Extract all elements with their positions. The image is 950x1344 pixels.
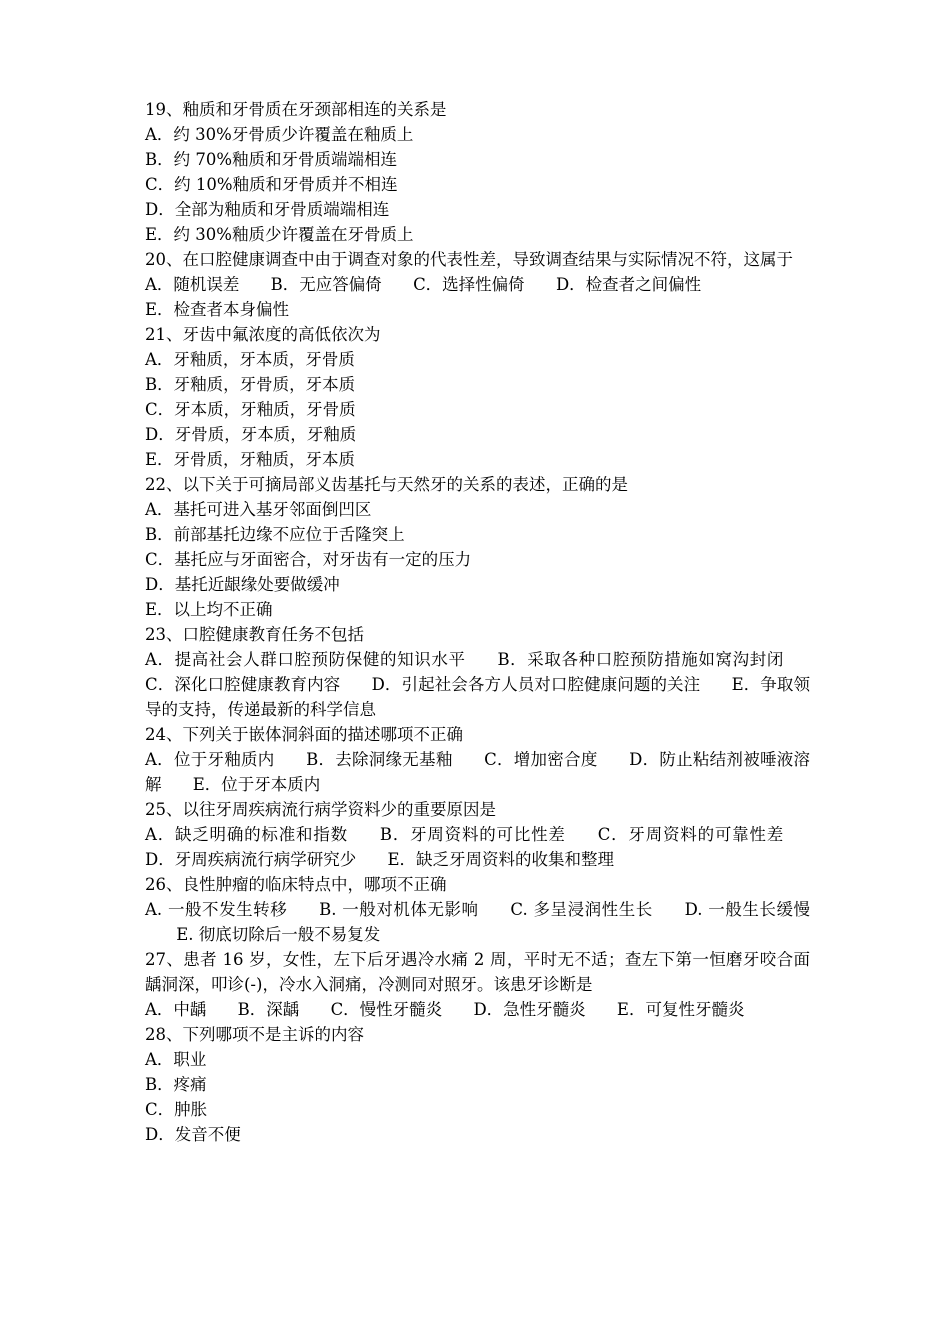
option-d: D．牙周疾病流行病学研究少	[145, 850, 357, 869]
option-d: D．发音不便	[145, 1125, 241, 1144]
question-22	[145, 472, 810, 622]
option-a: A．职业	[145, 1050, 207, 1069]
question-21	[145, 322, 810, 472]
question-stem: 27、患者 16 岁，女性，左下后牙遇冷水痛 2 周，平时无不适；查左下第一恒磨牙咬合面龋洞深，叩诊(-)，冷水入洞痛，冷测同对照牙。该患牙诊断是	[145, 950, 810, 994]
option-e: E．可复性牙髓炎	[616, 1000, 745, 1019]
option-row	[145, 272, 810, 297]
option-a: A．牙釉质，牙本质，牙骨质	[145, 350, 355, 369]
option-b: B．前部基托边缘不应位于舌隆突上	[145, 525, 405, 544]
question-stem: 25、以往牙周疾病流行病学资料少的重要原因是	[145, 800, 496, 819]
question-stem: 23、口腔健康教育任务不包括	[145, 625, 364, 644]
option-d: D．防止粘结剂被唾液溶解	[145, 750, 810, 794]
question-27	[145, 947, 810, 1022]
question-stem: 22、以下关于可摘局部义齿基托与天然牙的关系的表述，正确的是	[145, 475, 628, 494]
option-c: C．慢性牙髓炎	[330, 1000, 443, 1019]
option-e: E．争取领导的支持，传递最新的科学信息	[145, 675, 811, 719]
option-e: E．牙骨质，牙釉质，牙本质	[145, 450, 356, 469]
question-26	[145, 872, 810, 947]
option-a: A．提高社会人群口腔预防保健的知识水平	[145, 650, 466, 669]
option-d: D．基托近龈缘处要做缓冲	[145, 575, 340, 594]
option-b: B．牙釉质，牙骨质，牙本质	[145, 375, 356, 394]
option-a: A．中龋	[145, 1000, 207, 1019]
option-e: E．约 30%釉质少许覆盖在牙骨质上	[145, 225, 414, 244]
option-c: C．增加密合度	[484, 750, 598, 769]
option-a: A．基托可进入基牙邻面倒凹区	[145, 500, 372, 519]
option-b: B. 一般对机体无影响	[319, 900, 479, 919]
question-20	[145, 247, 810, 322]
option-c: C．基托应与牙面密合，对牙齿有一定的压力	[145, 550, 472, 569]
option-d: D．引起社会各方人员对口腔健康问题的关注	[371, 675, 701, 694]
option-c: C．选择性偏倚	[413, 275, 525, 294]
option-b: B．采取各种口腔预防措施如窝沟封闭	[497, 650, 784, 669]
option-b: B．去除洞缘无基釉	[306, 750, 453, 769]
option-c: C．深化口腔健康教育内容	[145, 675, 341, 694]
option-e: E. 彻底切除后一般不易复发	[176, 925, 381, 944]
option-c: C．牙周资料的可靠性差	[597, 825, 785, 844]
option-c: C．牙本质，牙釉质，牙骨质	[145, 400, 356, 419]
option-a: A．位于牙釉质内	[145, 750, 275, 769]
option-e: E．缺乏牙周资料的收集和整理	[387, 850, 615, 869]
option-d: D．急性牙髓炎	[473, 1000, 586, 1019]
option-a: A．约 30%牙骨质少许覆盖在釉质上	[145, 125, 414, 144]
option-d: D．全部为釉质和牙骨质端端相连	[145, 200, 390, 219]
question-stem: 21、牙齿中氟浓度的高低依次为	[145, 325, 381, 344]
option-b: B．深龋	[237, 1000, 300, 1019]
question-stem: 26、良性肿瘤的临床特点中，哪项不正确	[145, 875, 447, 894]
option-row	[145, 997, 810, 1022]
question-stem: 28、下列哪项不是主诉的内容	[145, 1025, 364, 1044]
option-c: C. 多呈浸润性生长	[510, 900, 653, 919]
option-a: A．缺乏明确的标准和指数	[145, 825, 348, 844]
option-d: D．牙骨质，牙本质，牙釉质	[145, 425, 357, 444]
question-stem: 24、下列关于嵌体洞斜面的描述哪项不正确	[145, 725, 463, 744]
option-row	[145, 747, 810, 797]
option-e: E．位于牙本质内	[192, 775, 321, 794]
option-d: D. 一般生长缓慢	[684, 900, 810, 919]
document-page	[145, 97, 810, 1147]
question-23	[145, 622, 810, 722]
option-a: A．随机误差	[145, 275, 240, 294]
option-b: B．约 70%釉质和牙骨质端端相连	[145, 150, 398, 169]
question-25	[145, 797, 810, 872]
option-c: C．肿胀	[145, 1100, 208, 1119]
option-e: E．检查者本身偏性	[145, 300, 290, 319]
option-a: A. 一般不发生转移	[145, 900, 288, 919]
question-19	[145, 97, 810, 247]
option-row	[145, 647, 810, 722]
option-row	[145, 897, 810, 947]
question-stem: 19、釉质和牙骨质在牙颈部相连的关系是	[145, 100, 447, 119]
question-24	[145, 722, 810, 797]
option-row	[145, 822, 810, 872]
question-28	[145, 1022, 810, 1147]
option-b: B．无应答偏倚	[270, 275, 382, 294]
option-b: B．疼痛	[145, 1075, 207, 1094]
option-c: C．约 10%釉质和牙骨质并不相连	[145, 175, 398, 194]
option-d: D．检查者之间偏性	[555, 275, 702, 294]
option-b: B．牙周资料的可比性差	[379, 825, 566, 844]
option-e: E．以上均不正确	[145, 600, 273, 619]
question-stem: 20、在口腔健康调查中由于调查对象的代表性差，导致调查结果与实际情况不符，这属于	[145, 250, 793, 269]
